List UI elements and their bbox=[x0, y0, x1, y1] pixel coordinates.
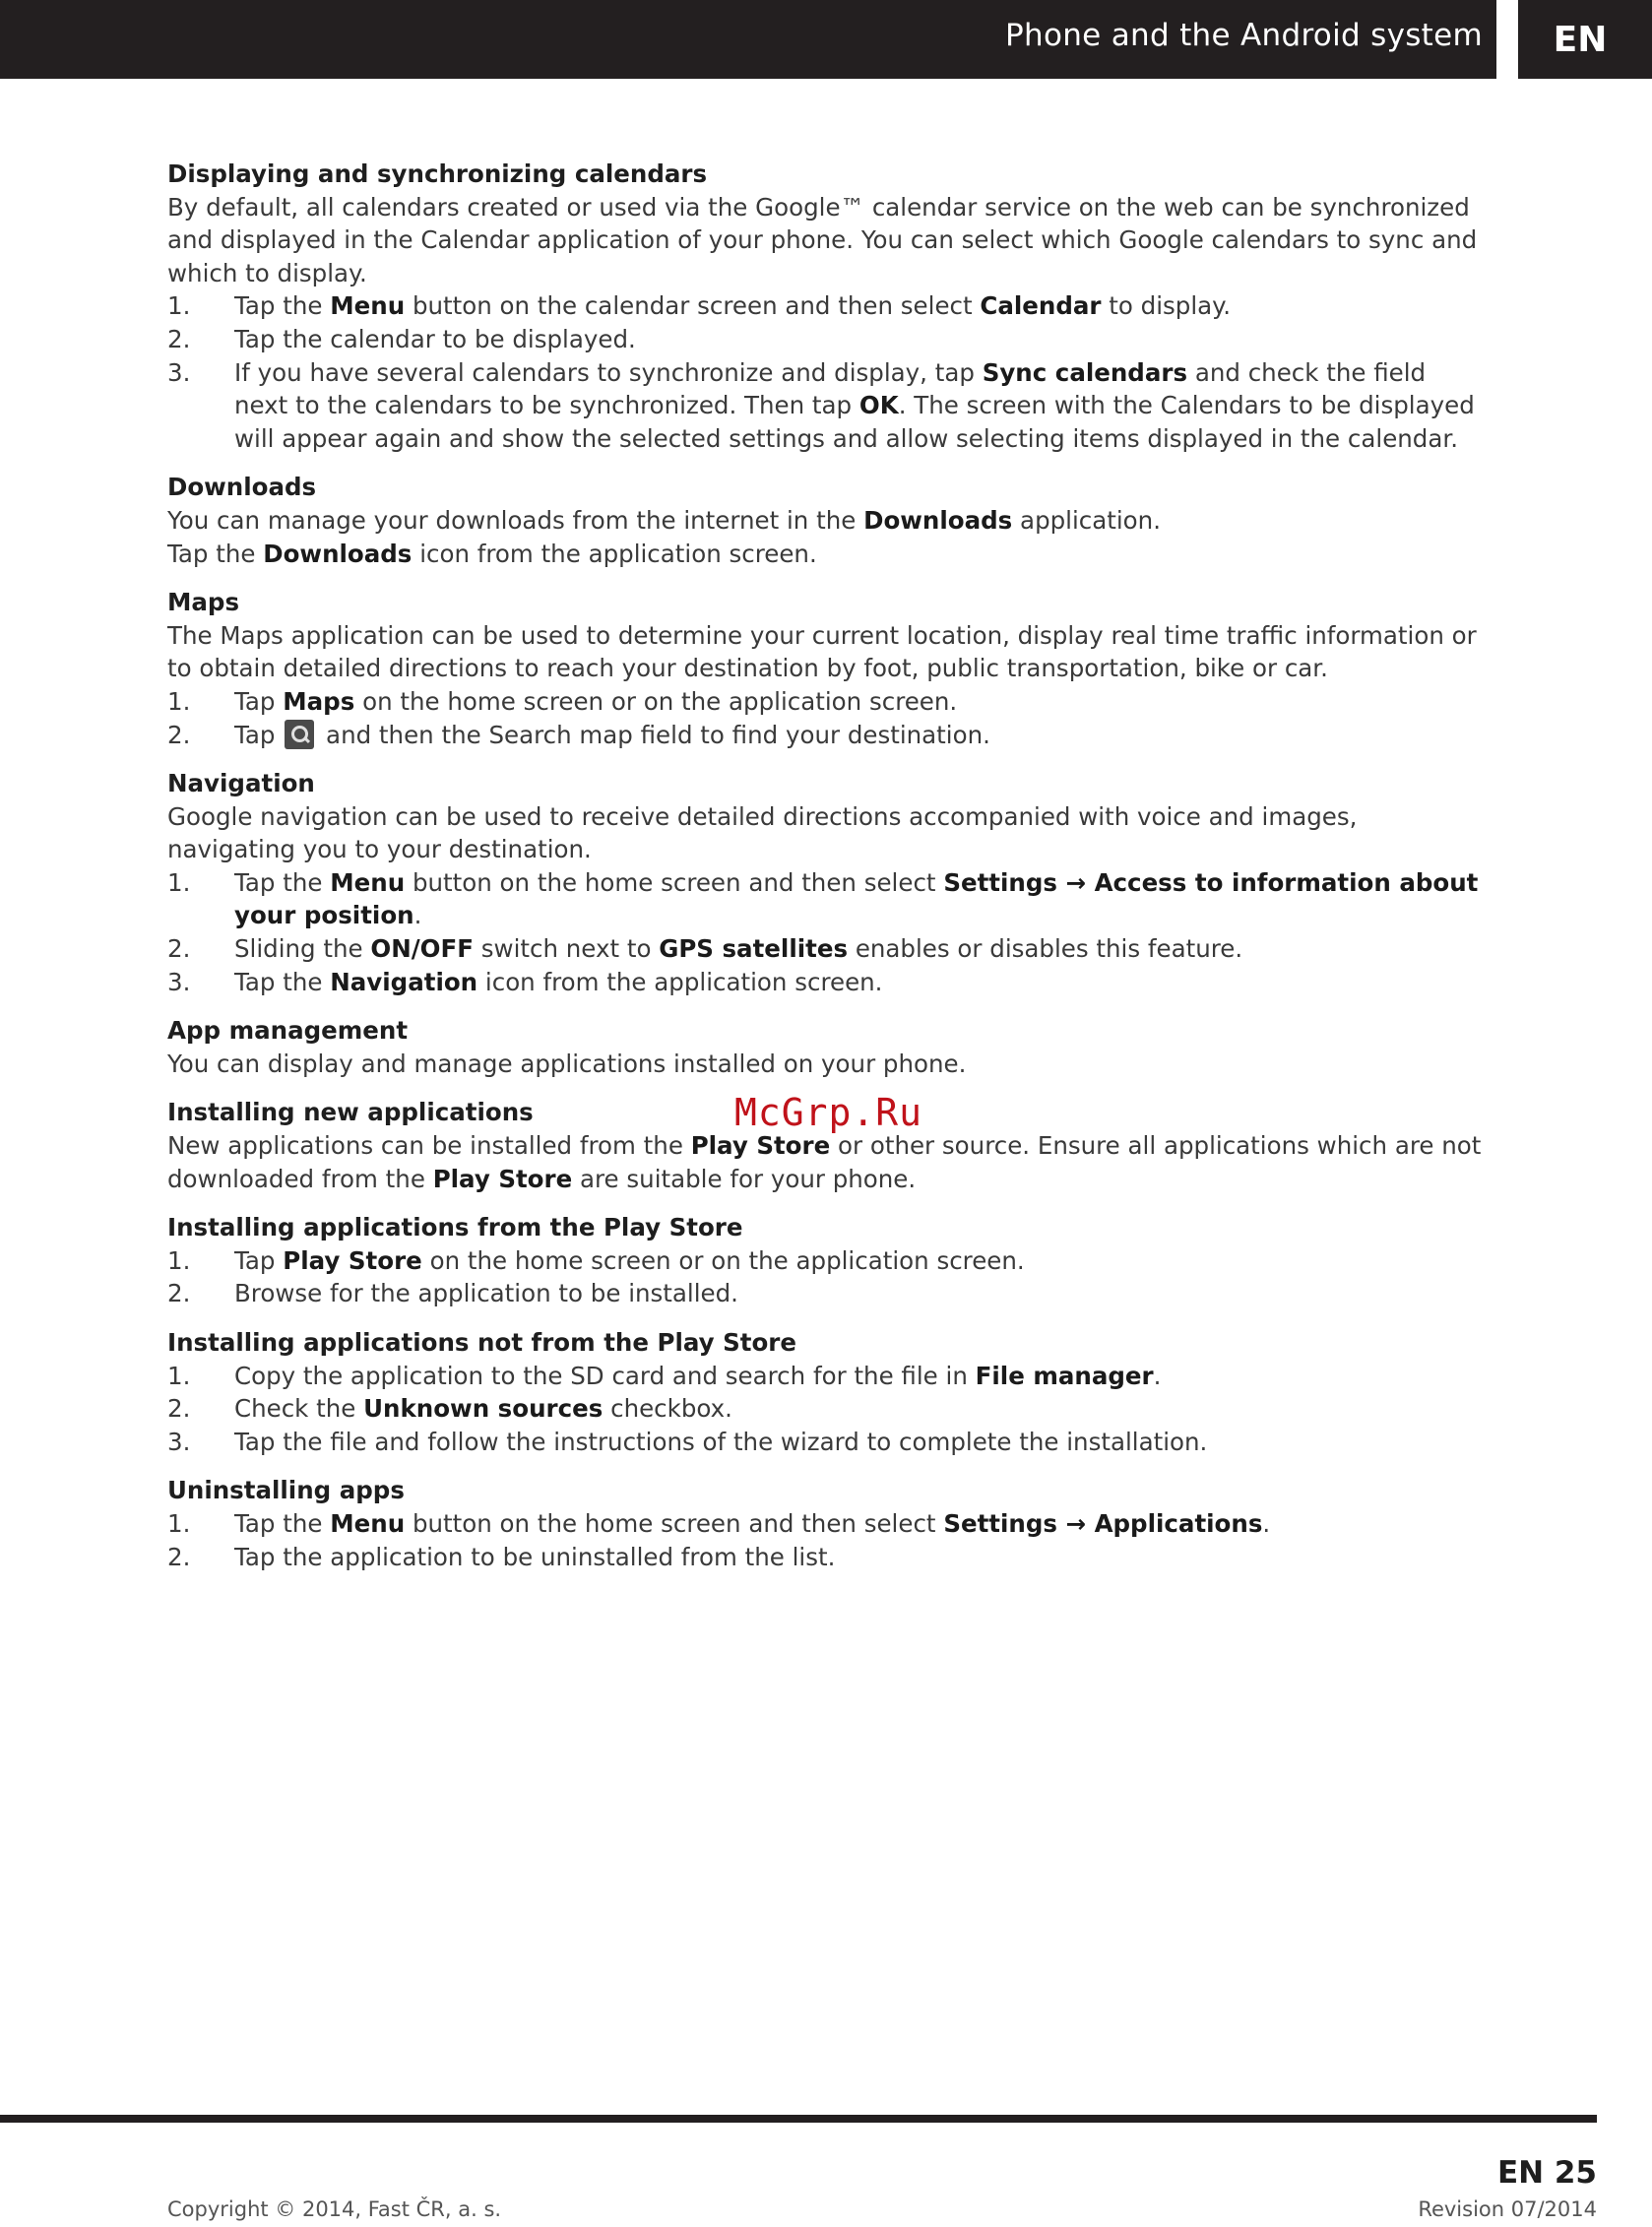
paragraph: Google navigation can be used to receive detailed directions accompanied with voice and images, navigating you to your destination. bbox=[167, 801, 1358, 864]
step-text: Tap Play Store on the home screen or on the application screen. bbox=[234, 1245, 1025, 1275]
step-text: Tap Maps on the home screen or on the application screen. bbox=[234, 686, 958, 716]
main-content bbox=[167, 158, 1487, 1589]
paragraph: By default, all calendars created or used via the Google™ calendar service on the web can be synchronized and displayed in the Calendar application of your phone. You can select which Google calendars to sync and which to display. bbox=[167, 192, 1478, 287]
section-uninstalling bbox=[167, 1474, 1487, 1573]
section-heading: Displaying and synchronizing calendars bbox=[167, 159, 708, 188]
list-item bbox=[167, 356, 1487, 456]
step-number: 1. bbox=[167, 291, 191, 321]
step-text: Tap the Menu button on the calendar screen and then select Calendar to display. bbox=[234, 291, 1231, 321]
section-from-play-store bbox=[167, 1211, 1487, 1310]
watermark: McGrp.Ru bbox=[734, 1091, 923, 1134]
copyright-notice: Copyright © 2014, Fast ČR, a. s. bbox=[167, 2197, 502, 2221]
footer-divider bbox=[0, 2115, 1597, 2123]
section-heading: Installing applications from the Play Store bbox=[167, 1213, 743, 1242]
list-item bbox=[167, 719, 1487, 752]
step-number: 1. bbox=[167, 1361, 191, 1390]
header-title: Phone and the Android system bbox=[1005, 18, 1483, 53]
step-text: Sliding the ON/OFF switch next to GPS satellites enables or disables this feature. bbox=[234, 934, 1243, 964]
step-text: If you have several calendars to synchronize and display, tap Sync calendars and check the field next to the calendars to be synchronized. Then tap OK. The screen with the Calendars to be displayed will appear again and show the selected settings and allow selecting items displayed in the calendar. bbox=[234, 357, 1475, 453]
step-text: Tap the Menu button on the home screen and then select Settings → Access to information about your position. bbox=[234, 867, 1479, 930]
list-item bbox=[167, 1360, 1487, 1393]
step-number: 2. bbox=[167, 324, 191, 353]
section-heading: App management bbox=[167, 1016, 409, 1046]
arrow-icon: → bbox=[1056, 867, 1095, 897]
section-navigation bbox=[167, 767, 1487, 998]
list-item bbox=[167, 866, 1487, 932]
step-number: 1. bbox=[167, 686, 191, 716]
section-app-management bbox=[167, 1014, 1487, 1080]
section-downloads bbox=[167, 471, 1487, 570]
section-heading: Installing new applications bbox=[167, 1098, 534, 1127]
step-number: 1. bbox=[167, 1508, 191, 1538]
step-text: Tap the Menu button on the home screen and then select Settings → Applications. bbox=[234, 1508, 1271, 1538]
list-item bbox=[167, 1392, 1487, 1426]
section-heading: Navigation bbox=[167, 769, 315, 798]
step-number: 1. bbox=[167, 1245, 191, 1275]
header-bar bbox=[0, 0, 1496, 79]
paragraph: You can display and manage applications installed on your phone. bbox=[167, 1049, 967, 1078]
step-number: 2. bbox=[167, 1279, 191, 1308]
step-number: 2. bbox=[167, 1542, 191, 1571]
paragraph: You can manage your downloads from the internet in the Downloads application. bbox=[167, 505, 1161, 535]
step-text: Tap the file and follow the instructions of the wizard to complete the installation. bbox=[234, 1427, 1208, 1456]
step-number: 3. bbox=[167, 1427, 191, 1456]
section-not-from-play-store bbox=[167, 1326, 1487, 1458]
revision-label: Revision 07/2014 bbox=[1418, 2197, 1597, 2221]
list-item bbox=[167, 932, 1487, 966]
search-icon bbox=[285, 720, 314, 749]
step-number: 2. bbox=[167, 1394, 191, 1424]
page-number: EN 25 bbox=[1496, 2155, 1597, 2191]
list-item bbox=[167, 685, 1487, 719]
arrow-icon: → bbox=[1056, 1508, 1095, 1538]
list-item bbox=[167, 966, 1487, 999]
step-number: 2. bbox=[167, 720, 191, 749]
list-item bbox=[167, 1277, 1487, 1310]
section-heading: Maps bbox=[167, 588, 240, 617]
step-number: 2. bbox=[167, 934, 191, 964]
section-heading: Downloads bbox=[167, 473, 317, 502]
step-text: Tap and then the Search map field to find your destination. bbox=[234, 720, 990, 749]
step-number: 3. bbox=[167, 357, 191, 387]
section-maps bbox=[167, 586, 1487, 751]
paragraph: Tap the Downloads icon from the application screen. bbox=[167, 539, 817, 568]
section-calendars bbox=[167, 158, 1487, 455]
list-item bbox=[167, 1244, 1487, 1278]
step-text: Check the Unknown sources checkbox. bbox=[234, 1394, 732, 1424]
list-item bbox=[167, 1541, 1487, 1574]
list-item bbox=[167, 1507, 1487, 1541]
section-heading: Uninstalling apps bbox=[167, 1476, 405, 1505]
step-text: Tap the application to be uninstalled from the list. bbox=[234, 1542, 836, 1571]
step-text: Browse for the application to be installed. bbox=[234, 1279, 738, 1308]
step-number: 3. bbox=[167, 967, 191, 996]
list-item bbox=[167, 289, 1487, 323]
list-item bbox=[167, 323, 1487, 356]
step-text: Copy the application to the SD card and search for the file in File manager. bbox=[234, 1361, 1162, 1390]
language-tab: EN bbox=[1518, 0, 1652, 79]
paragraph: New applications can be installed from the Play Store or other source. Ensure all applications which are not downloaded from the Play Store are suitable for your phone. bbox=[167, 1131, 1482, 1193]
list-item bbox=[167, 1426, 1487, 1459]
step-text: Tap the calendar to be displayed. bbox=[234, 324, 636, 353]
paragraph: The Maps application can be used to determine your current location, display real time traffic information or to obtain detailed directions to reach your destination by foot, public transportation, bike or car. bbox=[167, 620, 1477, 683]
section-heading: Installing applications not from the Play Store bbox=[167, 1328, 797, 1357]
step-text: Tap the Navigation icon from the application screen. bbox=[234, 967, 883, 996]
step-number: 1. bbox=[167, 867, 191, 897]
